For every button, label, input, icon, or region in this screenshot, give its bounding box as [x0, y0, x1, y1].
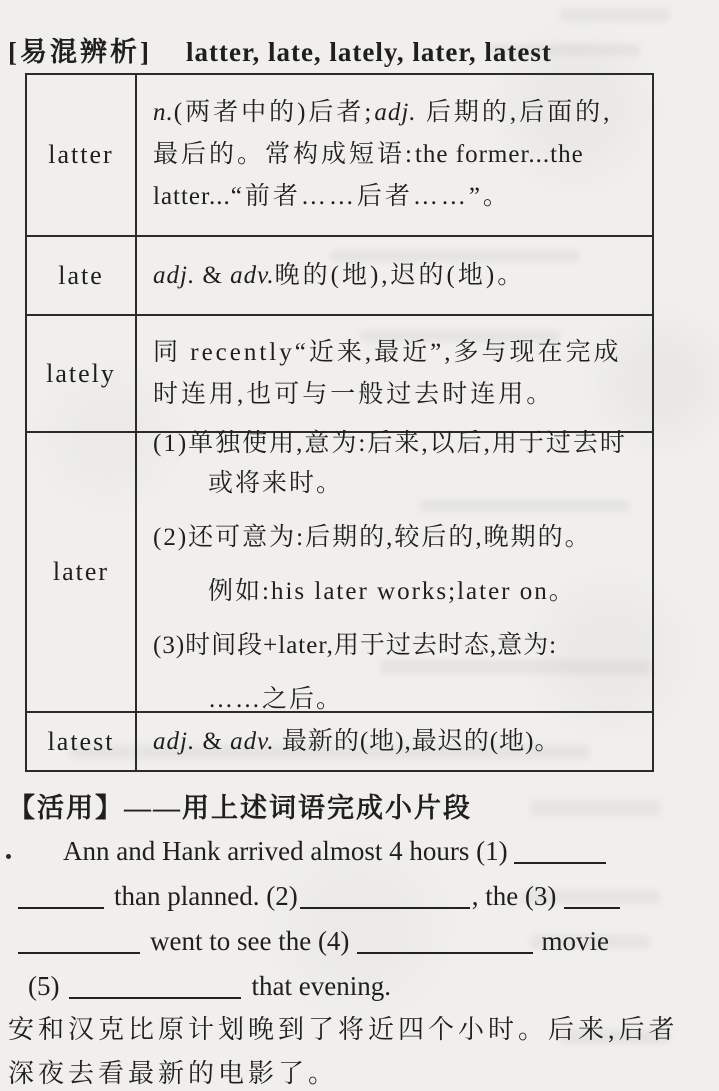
- application-section-header: [8, 786, 472, 825]
- translation-text: 安和汉克比原计划晚到了将近四个小时。后来,后者深夜去看最新的电影了。: [8, 1015, 679, 1088]
- definition-text: adj. & adv. 最新的(地),最迟的(地)。: [153, 727, 561, 755]
- bleedthrough-artifact: [560, 8, 670, 22]
- definition-item-3: (3)时间段+later,用于过去时态,意为:: [153, 632, 558, 659]
- ink-dot-artifact: [6, 854, 11, 859]
- definition-cell-lately: [137, 316, 652, 433]
- term-cell-lately: lately: [27, 316, 137, 433]
- exercise-line-1: [0, 836, 719, 867]
- exercise-text: movie: [541, 926, 609, 956]
- application-instruction: 用上述词语完成小片段: [182, 793, 472, 823]
- term-cell-latter: latter: [27, 75, 137, 237]
- exercise-text: went to see the (4): [150, 926, 350, 956]
- exercise-line-2: [0, 881, 719, 912]
- definition-item-3-continuation: ……之后。: [208, 686, 344, 713]
- exercise-text: that evening.: [251, 971, 391, 1001]
- application-dash: ——: [124, 793, 182, 823]
- application-label: 【活用】: [8, 793, 124, 823]
- section-header: [8, 30, 552, 69]
- blank-4: [357, 944, 533, 954]
- blank-1-continued: [18, 899, 104, 909]
- term-cell-later: later: [27, 433, 137, 713]
- exercise-line-3: [0, 926, 719, 957]
- term-cell-late: late: [27, 237, 137, 316]
- definition-cell-latest: [137, 713, 652, 770]
- compared-words-list: latter, late, lately, later, latest: [185, 37, 552, 67]
- exercise-text: (5): [28, 971, 60, 1001]
- blank-3: [564, 899, 620, 909]
- definition-text: adj. & adv.晚的(地),迟的(地)。: [153, 261, 526, 289]
- blank-5: [69, 989, 241, 999]
- definition-item-2: (2)还可意为:后期的,较后的,晚期的。: [153, 524, 592, 551]
- definition-cell-late: [137, 237, 652, 316]
- definition-item-2-example: 例如:his later works;later on。: [208, 578, 576, 605]
- definition-item-1: (1)单独使用,意为:后来,以后,用于过去时或将来时。: [153, 430, 627, 497]
- definition-cell-later: [137, 430, 652, 713]
- definition-text: 同 recently“近来,最近”,多与现在完成时连用,也可与一般过去时连用。: [153, 338, 622, 408]
- blank-1: [514, 854, 606, 864]
- section-bracket-label: [易混辨析]: [8, 37, 152, 67]
- exercise-text: , the (3): [471, 881, 557, 911]
- term-cell-latest: latest: [27, 713, 137, 770]
- blank-3-continued: [18, 944, 140, 954]
- exercise-text: Ann and Hank arrived almost 4 hours (1): [63, 836, 508, 866]
- blank-2: [300, 899, 470, 909]
- definition-cell-latter: [137, 75, 652, 237]
- exercise-text: than planned. (2): [114, 881, 298, 911]
- exercise-line-4: [0, 971, 719, 1002]
- bleedthrough-artifact: [530, 800, 660, 816]
- definition-text: n.(两者中的)后者;adj. 后期的,后面的,最后的。常构成短语:the former...the latter...“前者……后者……”。: [153, 99, 613, 210]
- word-comparison-table: [25, 73, 654, 772]
